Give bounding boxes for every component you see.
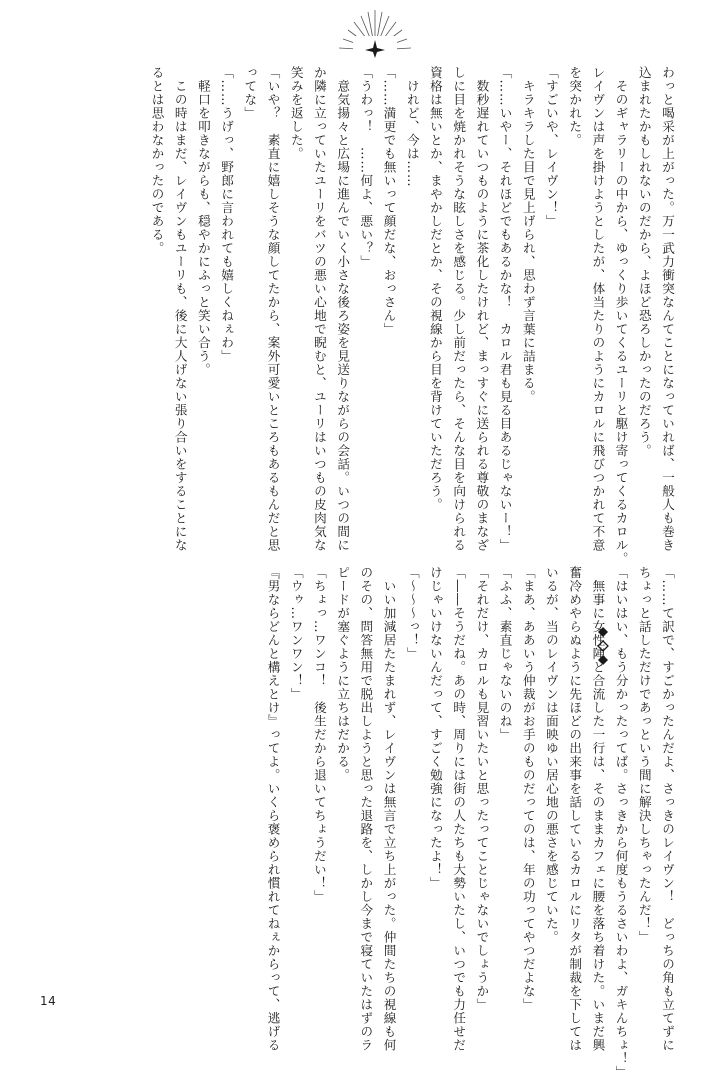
text-line: を突かれた。 — [567, 66, 583, 147]
text-line: 『男ならどんと構えとけ』ってよ。いくら褒められ慣れてねぇからって、逃げる — [265, 566, 281, 1052]
text-line: 「それだけ、カロルも見習いたいと思ったってことじゃないでしょうか」 — [474, 566, 490, 1012]
text-line: ってな」 — [242, 66, 258, 120]
text-line: けれど、今は…… — [404, 66, 420, 188]
text-line: 「まあ、ああいう仲裁がお手のものだってのは、年の功ってやつだよな」 — [520, 566, 536, 1012]
text-line: 「はいはい、もう分かったってば。さっきから何度もうるさいわよ、ガキんちょ！」 — [613, 566, 629, 1079]
text-line: 「うわっ！ ……何よ、悪い？」 — [358, 66, 374, 269]
lower-text-block — [261, 566, 679, 1079]
text-line: そのギャラリーの中から、ゆっくり歩いてくるユーリと駆け寄ってくるカロル。 — [613, 66, 629, 566]
text-line: 込まれたかもしれないのだから、よほど恐ろしかったのだろう。 — [636, 66, 652, 458]
text-line: 笑みを返した。 — [288, 66, 304, 161]
text-line: 「いや？ 素直に嬉しそうな顔してたから、案外可愛いところもあるもんだと思 — [265, 66, 281, 552]
text-line: 「ふふ、素直じゃないのね」 — [497, 566, 513, 742]
text-line: いるが、当のレイヴンは面映ゆい居心地の悪さを感じていた。 — [543, 566, 559, 944]
text-line: 奮冷めやらぬように先ほどの出来事を話しているカロルにリタが制裁を下しては — [567, 566, 583, 1052]
text-line: ピードが塞ぐように立ちはだかる。 — [335, 566, 351, 782]
text-line: ちょっと話しただけであっという間に解決しちゃったんだ！」 — [636, 566, 652, 944]
text-line: けじゃいけないんだって、すごく勉強になったよ！」 — [427, 566, 443, 890]
page-number: 14 — [40, 994, 57, 1008]
text-line: のその、問答無用で脱出しようと思った退路を、しかし今まで寝ていたはずのラ — [358, 566, 374, 1052]
text-line: 資格は無いとか、まやかしだとか、その視線から目を背けていただろう。 — [427, 66, 443, 512]
text-line: 「～～～っ！」 — [404, 566, 420, 661]
text-line: 「……いやー、それほどでもあるかな！ カロル君も見る目あるじゃないー！」 — [497, 66, 513, 552]
sunburst-star-icon — [335, 6, 415, 58]
text-line: 軽口を叩きながらも、穏やかにふっと笑い合う。 — [195, 66, 211, 377]
text-line: 意気揚々と広場に進んでいく小さな後ろ姿を見送りながらの会話。いつの間に — [335, 66, 351, 552]
text-line: か隣に立っていたユーリをバツの悪い心地で睨むと、ユーリはいつもの皮肉気な — [311, 66, 327, 552]
text-line: いい加減居たたまれず、レイヴンは無言で立ち上がった。仲間たちの視線も何 — [381, 566, 397, 1052]
text-line: 「……満更でも無いって顔だな、おっさん」 — [381, 66, 397, 336]
text-line: るとは思わなかったのである。 — [149, 66, 165, 255]
text-line: しに目を焼かれそうな眩しさを感じる。少し前だったら、そんな目を向けられる — [451, 66, 467, 552]
text-line: 無事に女性陣と合流した一行は、そのままカフェに腰を落ち着けた。いまだ興 — [590, 566, 606, 1052]
text-line: この時はまだ、レイヴンもユーリも、後に大人げない張り合いをすることにな — [172, 66, 188, 552]
text-line: 「……うげっ、野郎に言われても嬉しくねぇわ」 — [219, 66, 235, 363]
text-line: レイヴンは声を掛けようとしたが、体当たりのようにカロルに飛びつかれて不意 — [590, 66, 606, 552]
text-line: 「……て訳で、すごかったんだよ、さっきのレイヴン！ どっちの角も立てずに — [660, 566, 675, 1052]
text-line: 「すごいや、レイヴン！」 — [543, 66, 559, 228]
text-line: 「ウゥ…ワンワン！」 — [288, 566, 304, 701]
text-line: キラキラした目で見上げられ、思わず言葉に詰まる。 — [520, 66, 536, 404]
text-line: 「――そうだね。あの時、周りには街の人たちも大勢いたし、いつでも力任せだ — [451, 566, 467, 1052]
text-line: わっと喝采が上がった。万一武力衝突なんてことになっていれば、一般人も巻き — [660, 66, 675, 552]
text-line: 数秒遅れていつものように茶化したけれど、まっすぐに送られる尊敬のまなざ — [474, 66, 490, 552]
text-line: 「ちょっ…ワンコ！ 後生だから退いてちょうだい！」 — [311, 566, 327, 904]
upper-text-block — [145, 66, 679, 566]
